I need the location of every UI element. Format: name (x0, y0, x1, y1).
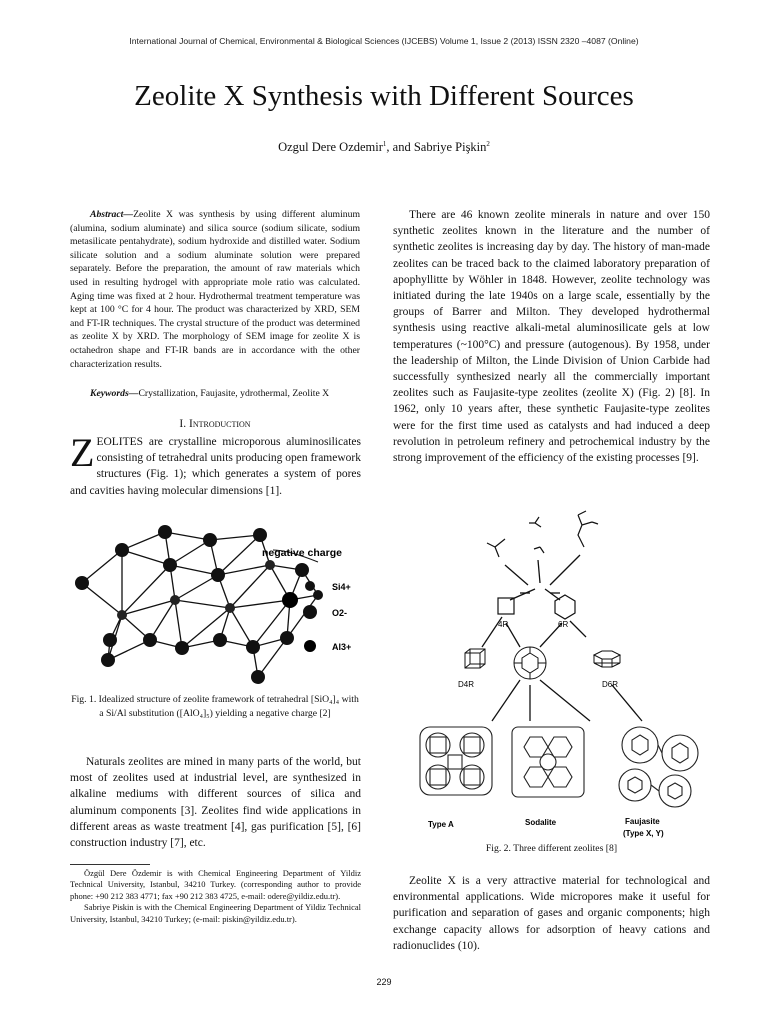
label-type-a: Type A (428, 820, 454, 829)
paragraph-history (393, 207, 710, 466)
label-type-xy: (Type X, Y) (623, 829, 664, 838)
legend-negative-charge: negative charge (262, 547, 342, 559)
intro-paragraph (70, 430, 361, 499)
label-sodalite: Sodalite (525, 818, 557, 827)
author-2: , and Sabriye Pişkin (386, 140, 487, 155)
6r-ring-icon (555, 595, 575, 619)
legend-al-marker (304, 640, 316, 652)
legend-o-marker (303, 605, 317, 619)
paragraph-applications (70, 754, 361, 851)
label-4r: 4R (498, 620, 509, 629)
d6r-prism-icon (594, 651, 620, 667)
paragraph-applications-text: Naturals zeolites are mined in many parts of the world, but most of zeolites used at industrial level, are synthesized in alkaline mediums with different sources of silica and aluminum components [3]. Zeolites find wide applications in different areas as waste treatment [4], gas purification [5], [6] construction industry [7], etc. (70, 756, 361, 850)
abstract (70, 208, 360, 371)
page-number: 229 (376, 977, 392, 987)
section-number: I. (179, 418, 189, 430)
sodalite-cage-icon (514, 647, 546, 679)
author-line (0, 140, 768, 155)
synthesis-arrows (482, 555, 642, 721)
keywords-text: Crystallization, Faujasite, ydrothermal, Zeolite X (138, 388, 330, 399)
figure-1-caption: Fig. 1. Idealized structure of zeolite framework of tetrahedral [SiO₄]₄ with a Si/Al substitution ([AlO₄]₅) yielding a negative charge [2] (71, 694, 359, 719)
author-1-affil: 1 (382, 140, 387, 148)
footnote-author-2-text: Sabriye Piskin is with the Chemical Engineering Department of Yildiz Technical University, Istanbul, 34210 Turkey; (e-mail: piskin@yildiz.edu.tr). (70, 902, 361, 924)
keywords (70, 388, 360, 399)
keywords-label: Keywords— (90, 388, 139, 399)
figure-1-zeolite-framework (70, 520, 370, 690)
paragraph-zeolite-x (393, 873, 710, 954)
author-1: Ozgul Dere Ozdemir (278, 140, 383, 155)
running-head: International Journal of Chemical, Environmental & Biological Sciences (IJCEBS) Volume 1, Issue 2 (2013) ISSN 2320 –4087 (Online) (129, 36, 639, 46)
aluminum-atom (282, 592, 298, 608)
paragraph-zeolite-x-text: Zeolite X is a very attractive material for technological and environmental applications. Wide micropores make it useful for purification and separation of gases and organic components; high exchange capacity allows for adsorption of heavy cations and radionuclides (10). (393, 875, 710, 952)
paragraph-history-text: There are 46 known zeolite minerals in nature and over 150 synthetic zeolites known in the literature and the number of synthetic zeolites is increasing day by day. The history of man-made zeolites can be traced back to the claimed laboratory preparation of apophyllitte by Wöhler in 1848. However, zeolite technology was initiated during the late 1940s on a large scale, essentially by the groups of Barrer and Milton. They developed hydrothermal synthesis using reactive alkali-metal aluminosilicate gels at low temperatures (~100°C) and pressure (autogenous). By 1958, under the leadership of Milton, the Linde Division of Union Carbide had successfully synthesized nearly all the commercially important zeolites such as Faujasite-type zeolites (zeolite X) (Fig. 2) [8]. In 1962, only 10 years after, these synthetic Faujasite-type zeolites were for the first time used as catalysts and had induced a deep revolution in petroleum refinery and petrochemical industry by the strong improvement of the efficiency of the existing processes [9]. (393, 209, 710, 465)
section-title: Introduction (188, 418, 251, 430)
d4r-cube-icon (465, 649, 485, 668)
legend-o-label: O2- (332, 608, 348, 618)
figure-2-zeolites (410, 505, 710, 840)
figure-2-caption: Fig. 2. Three different zeolites [8] (485, 843, 618, 854)
sodalite-structure (512, 727, 584, 797)
footnote-author-1 (70, 868, 361, 902)
label-d4r: D4R (458, 680, 475, 689)
paper-title: Zeolite X Synthesis with Different Sources (134, 80, 634, 112)
section-heading-introduction (70, 418, 360, 430)
label-d6r: D6R (602, 680, 619, 689)
abstract-label: Abstract— (90, 209, 134, 220)
footnote-author-2 (70, 902, 361, 925)
footnote-rule (70, 864, 150, 865)
legend-si-marker (305, 581, 315, 591)
legend-al-label: Al3+ (332, 642, 352, 652)
abstract-text: Zeolite X was synthesis by using different aluminum (alumina, sodium aluminate) and silica source (sodium silicate, sodium metasilicate pentahydrate), sodium hydroxide and distilled water. Sodium silicate solution and a sodium aluminate solution were prepared separately. Before the preparation, the amount of raw materials which used in resulting hydrogel with appropriate mole ratio was calculated. Aging time was fixed at 2 hour. Hydrothermal treatment temperature was kept at 100 °C for 4 hour. The product was characterized by XRD, SEM and FT-IR techniques. The crystal structure of the product was determined as zeolite X by XRD. The morphology of SEM image for zeolite X is octahedron shape and FT-IR bands are in accordance with the other characterization results. (70, 209, 360, 370)
intro-text: EOLITES are crystalline microporous aluminosilicates consisting of tetrahedral units producing open framework structures (Fig. 1); which generates a system of pores and cavities having molecular dimensions [1]. (70, 436, 361, 497)
drop-cap: Z (70, 430, 95, 475)
author-2-affil: 2 (486, 140, 490, 148)
label-6r: 6R (558, 620, 569, 629)
faujasite-structure (619, 727, 698, 807)
footnote-author-1-text: Özgül Dere Özdemir is with Chemical Engineering Department of Yildiz Technical University, Istanbul, 34210 Turkey. (corresponding author to provide phone: +90 212 383 4771; fax +90 212 383 4725, e-mail: odere@yildiz.edu.tr). (70, 868, 361, 901)
label-faujasite: Faujasite (625, 817, 660, 826)
legend-si-label: Si4+ (332, 582, 351, 592)
footnotes (70, 868, 361, 925)
primary-units (487, 511, 598, 557)
4r-ring-icon (498, 598, 514, 614)
type-a-structure (420, 727, 492, 795)
